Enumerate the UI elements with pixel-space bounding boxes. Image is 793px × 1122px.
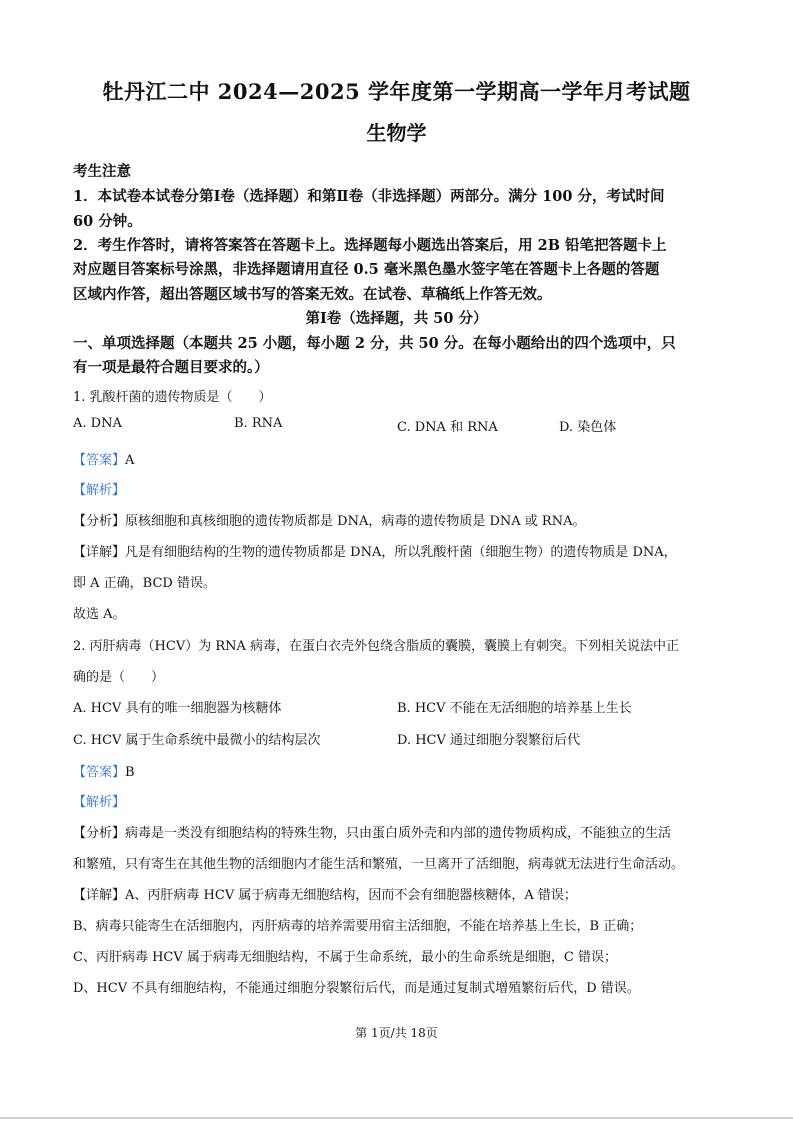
q2-option-a: A. HCV 具有的唯一细胞器为核糖体 [73,701,282,716]
exam-title: 牡丹江二中 2024—2025 学年度第一学期高一学年月考试题 [102,79,691,104]
bottom-divider [0,1117,793,1119]
q1-xiangjie [73,541,677,560]
q2-fenxi-line-2: 和繁殖，只有寄生在其他生物的活细胞内才能生活和繁殖，一旦离开了活细胞，病毒就无法进行生命活动。 [73,857,685,872]
notice-heading: 考生注意 [73,163,131,180]
notice-line-1: 1．本试卷本试卷分第Ⅰ卷（选择题）和第Ⅱ卷（非选择题）两部分。满分 100 分，考试时间 [73,188,665,205]
notice-line-2: 60 分钟。 [73,213,142,230]
answer-tag: 【答案】 [73,765,126,780]
notice-line-5: 区域内作答，超出答题区域书写的答案无效。在试卷、草稿纸上作答无效。 [73,286,552,303]
q2-xiangjie-line-1: A、丙肝病毒 HCV 属于病毒无细胞结构，因而不会有细胞器核糖体，A 错误； [125,888,577,903]
notice-line-4: 对应题目答案标号涂黑，非选择题请用直径 0.5 毫米黑色墨水签字笔在答题卡上各题的答题 [73,261,660,278]
q1-fenxi [73,510,585,529]
q1-answer-value: A [125,453,135,468]
q1-xiangjie-line-2: 即 A 正确，BCD 错误。 [73,576,216,591]
xiangjie-tag: 【详解】 [73,888,126,903]
page-number: 第 1页/共 18页 [355,1026,438,1040]
q2-xiangjie [73,884,577,903]
q2-option-b: B. HCV 不能在无活细胞的培养基上生长 [397,701,632,716]
q2-stem-line-1: 2. 丙肝病毒（HCV）为 RNA 病毒，在蛋白衣壳外包绕含脂质的囊膜，囊膜上有刺突。下列相关说法中正 [73,639,680,654]
q2-fenxi [73,822,671,841]
notice-line-3: 2．考生作答时，请将答案答在答题卡上。选择题每小题选出答案后，用 2B 铅笔把答题卡上 [73,237,667,254]
q2-analysis-tag: 【解析】 [73,795,126,810]
q1-analysis-tag: 【解析】 [73,483,126,498]
xiangjie-tag: 【详解】 [73,545,126,560]
part-instruction-line-1: 一、单项选择题（本题共 25 小题，每小题 2 分，共 50 分。在每小题给出的四个选项中，只 [73,335,676,352]
q2-stem-line-2: 确的是（ ） [73,670,165,685]
q1-option-d: D. 染色体 [559,420,617,435]
section-heading: 第Ⅰ卷（选择题，共 50 分） [305,310,488,327]
q2-answer-value: B [125,765,135,780]
q1-conclusion: 故选 A。 [73,607,126,622]
q1-answer [73,449,134,468]
fenxi-tag: 【分析】 [73,514,126,529]
q2-option-c: C. HCV 属于生命系统中最微小的结构层次 [73,733,321,748]
q2-xiangjie-line-3: C、丙肝病毒 HCV 属于病毒无细胞结构，不属于生命系统，最小的生命系统是细胞，C 错误； [73,950,617,965]
q1-option-a: A. DNA [73,416,122,431]
fenxi-tag: 【分析】 [73,826,126,841]
answer-tag: 【答案】 [73,453,126,468]
q2-xiangjie-line-2: B、病毒只能寄生在活细胞内，丙肝病毒的培养需要用宿主活细胞，不能在培养基上生长，B 正确； [73,919,643,934]
q2-xiangjie-line-4: D、HCV 不具有细胞结构，不能通过细胞分裂繁衍后代，而是通过复制式增殖繁衍后代，D 错误。 [73,981,640,996]
part-instruction-line-2: 有一项是最符合题目要求的。） [73,359,269,376]
q2-answer [73,761,135,780]
q2-option-d: D. HCV 通过细胞分裂繁衍后代 [397,733,581,748]
q1-option-c: C. DNA 和 RNA [397,420,498,435]
q1-stem: 1. 乳酸杆菌的遗传物质是（ ） [73,390,272,405]
q1-fenxi-text: 原核细胞和真核细胞的遗传物质都是 DNA，病毒的遗传物质是 DNA 或 RNA。 [125,514,586,529]
q1-option-b: B. RNA [234,416,283,431]
subject-title: 生物学 [366,121,427,145]
q2-fenxi-line-1: 病毒是一类没有细胞结构的特殊生物，只由蛋白质外壳和内部的遗传物质构成，不能独立的生活 [125,826,672,841]
q1-xiangjie-line-1: 凡是有细胞结构的生物的遗传物质都是 DNA，所以乳酸杆菌（细胞生物）的遗传物质是 DNA， [125,545,677,560]
